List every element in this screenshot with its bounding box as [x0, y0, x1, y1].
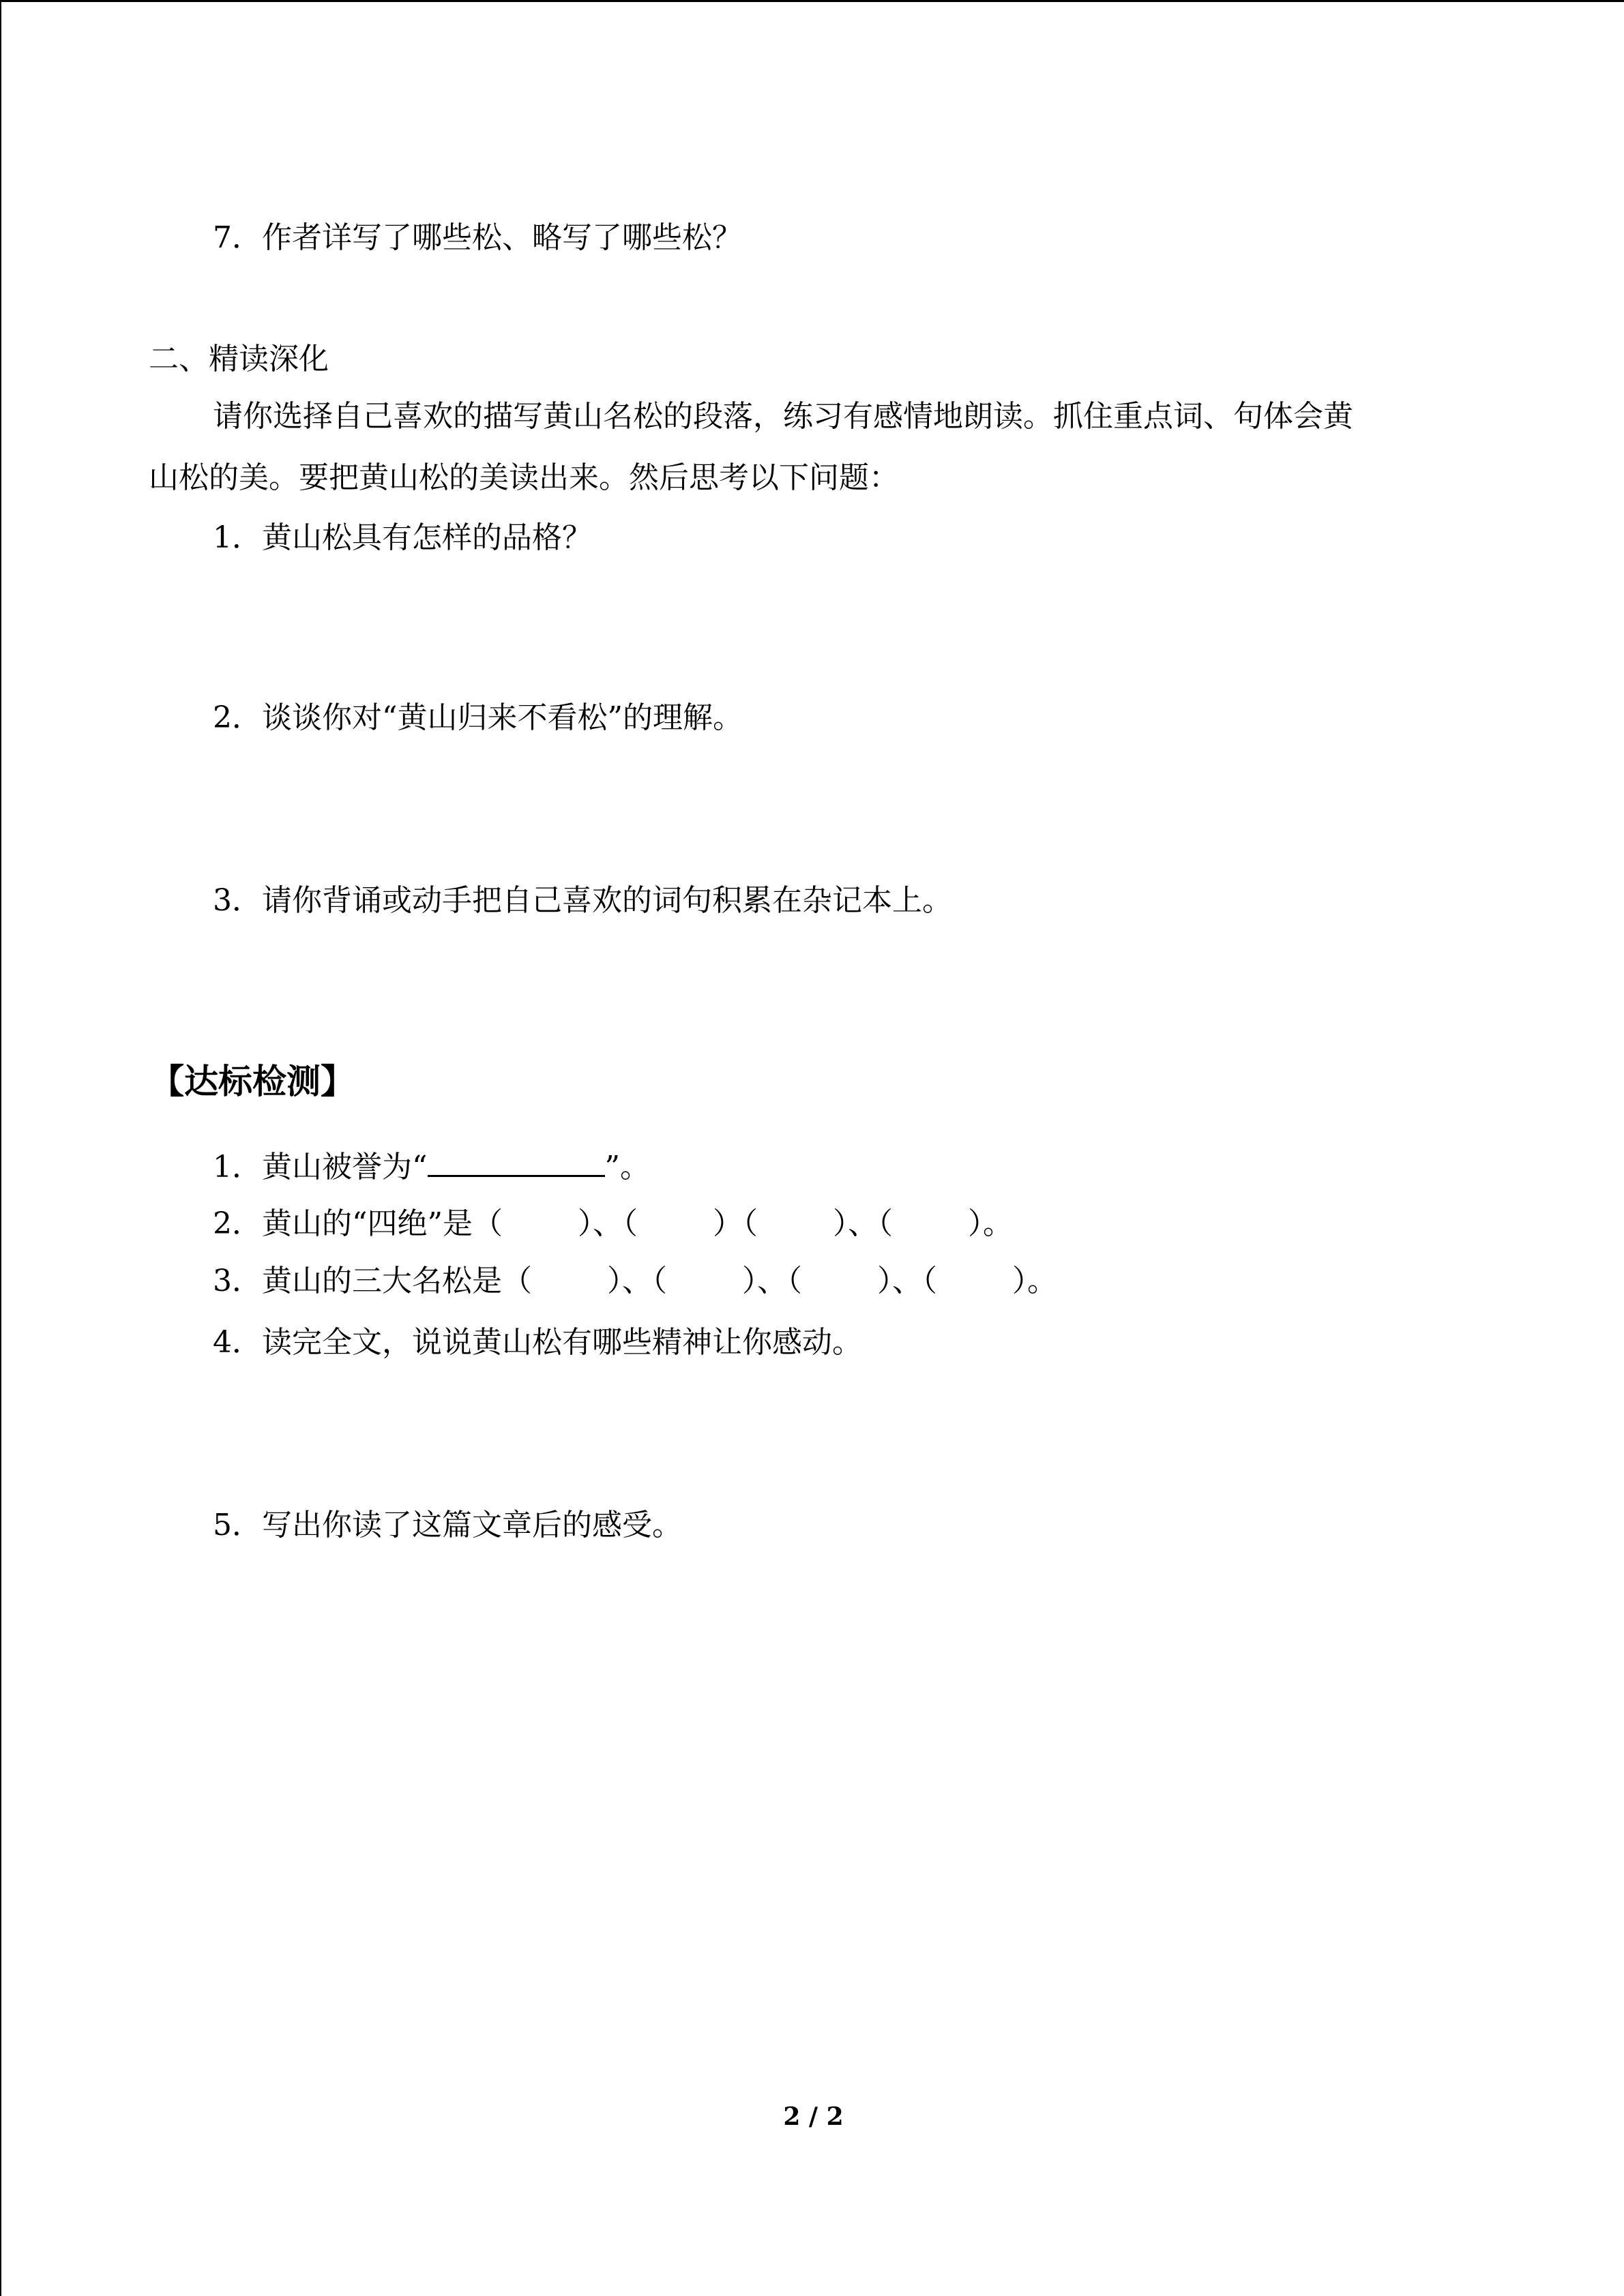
test-question-3: 3．黄山的三大名松是（ ）、（ ）、（ ）、（ ）。 — [213, 1264, 1057, 1298]
section-2-title: 二、精读深化 — [149, 342, 329, 376]
section-2-question-1: 1．黄山松具有怎样的品格？ — [213, 520, 592, 555]
section-2-intro-line-1: 请你选择自己喜欢的描写黄山名松的段落，练习有感情地朗读。抓住重点词、句体会黄 — [213, 399, 1353, 434]
test-question-4: 4．读完全文，说说黄山松有哪些精神让你感动。 — [213, 1325, 862, 1360]
page-number: 2 / 2 — [783, 2102, 844, 2131]
test-question-2-prefix: 2．黄山的“四绝”是（ — [213, 1206, 503, 1241]
test-question-2: 2．黄山的“四绝”是（ ）、（ ）（ ）、（ ）。 — [213, 1206, 1013, 1241]
test-section-title: 【达标检测】 — [150, 1061, 355, 1101]
test-question-1-suffix: ”。 — [604, 1150, 650, 1184]
test-question-5: 5．写出你读了这篇文章后的感受。 — [213, 1508, 682, 1542]
question-7: 7．作者详写了哪些松、略写了哪些松？ — [213, 220, 742, 255]
section-2-intro-line-2: 山松的美。要把黄山松的美读出来。然后思考以下问题： — [149, 460, 899, 495]
test-question-1 — [213, 1145, 650, 1188]
section-2-question-3: 3．请你背诵或动手把自己喜欢的词句积累在杂记本上。 — [213, 883, 952, 918]
test-question-1-prefix: 1．黄山被誉为“ — [213, 1150, 428, 1184]
test-question-3-prefix: 3．黄山的三大名松是（ — [213, 1264, 532, 1298]
section-2-question-2: 2．谈谈你对“黄山归来不看松”的理解。 — [213, 700, 743, 735]
answer-blank — [428, 1145, 605, 1177]
